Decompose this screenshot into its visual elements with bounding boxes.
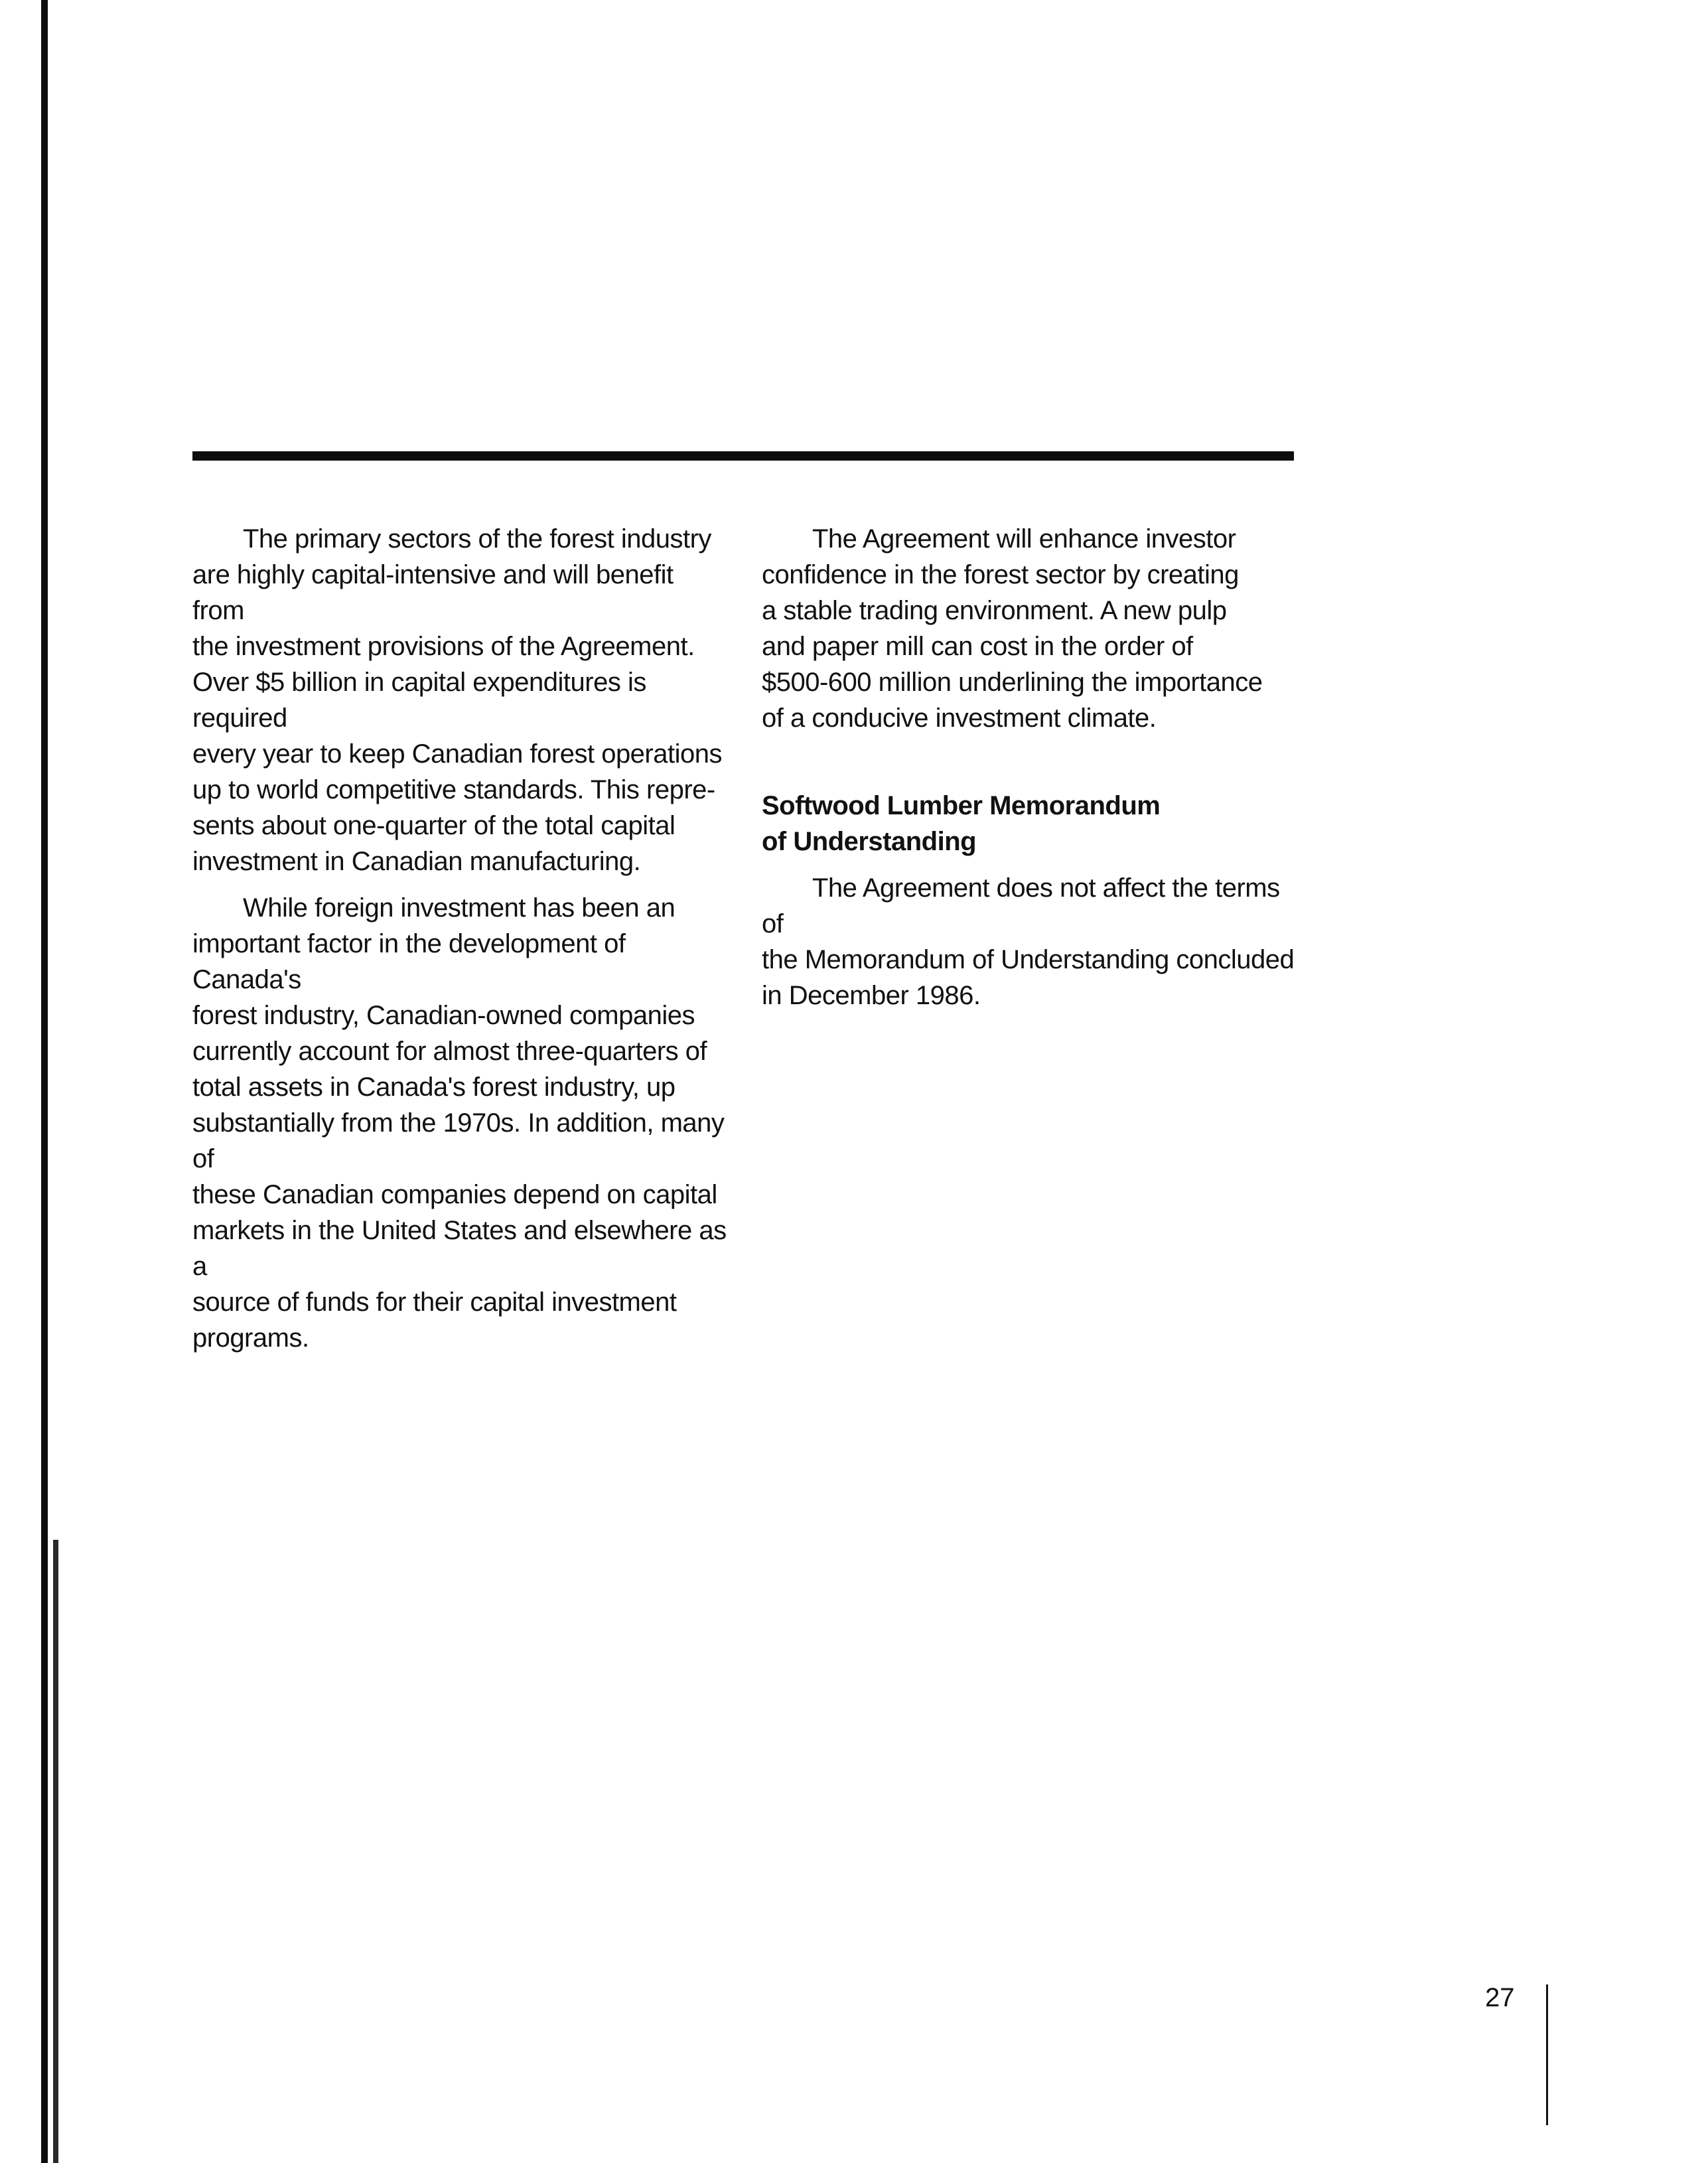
- left-paragraph-1: The primary sectors of the forest industry are highly capital-intensive and will benefit from the investment provisions of the Agreement. Over $5 billion in capital expenditures is required every year to keep Canadian forest operations up to world competitive standards. This repre- sents about one-quarter of the total capital investment in Canadian manufacturing.: [192, 524, 722, 876]
- right-paragraph-1: The Agreement will enhance investor confidence in the forest sector by creating a stable trading environment. A new pulp and paper mill can cost in the order of $500-600 million underlining the importance of a conducive investment climate.: [762, 524, 1263, 733]
- left-column: [192, 521, 730, 1367]
- right-paragraph-2: The Agreement does not affect the terms of the Memorandum of Understanding concluded in December 1986.: [762, 873, 1295, 1010]
- top-rule: [192, 451, 1294, 461]
- scan-edge-lower: [53, 1540, 58, 2163]
- page-number: 27: [1485, 1983, 1515, 2012]
- section-heading: Softwood Lumber Memorandum of Understanding: [762, 791, 1161, 856]
- right-column: [762, 521, 1299, 1024]
- scan-edge: [41, 0, 48, 2163]
- page-number-rule: [1546, 1984, 1548, 2125]
- left-paragraph-2: While foreign investment has been an important factor in the development of Canada's forest industry, Canadian-owned companies currently account for almost three-quarters of total assets in Canada's forest industry, up substantially from the 1970s. In addition, many of these Canadian companies depend on capital markets in the United States and elsewhere as a source of funds for their capital investment programs.: [192, 893, 727, 1353]
